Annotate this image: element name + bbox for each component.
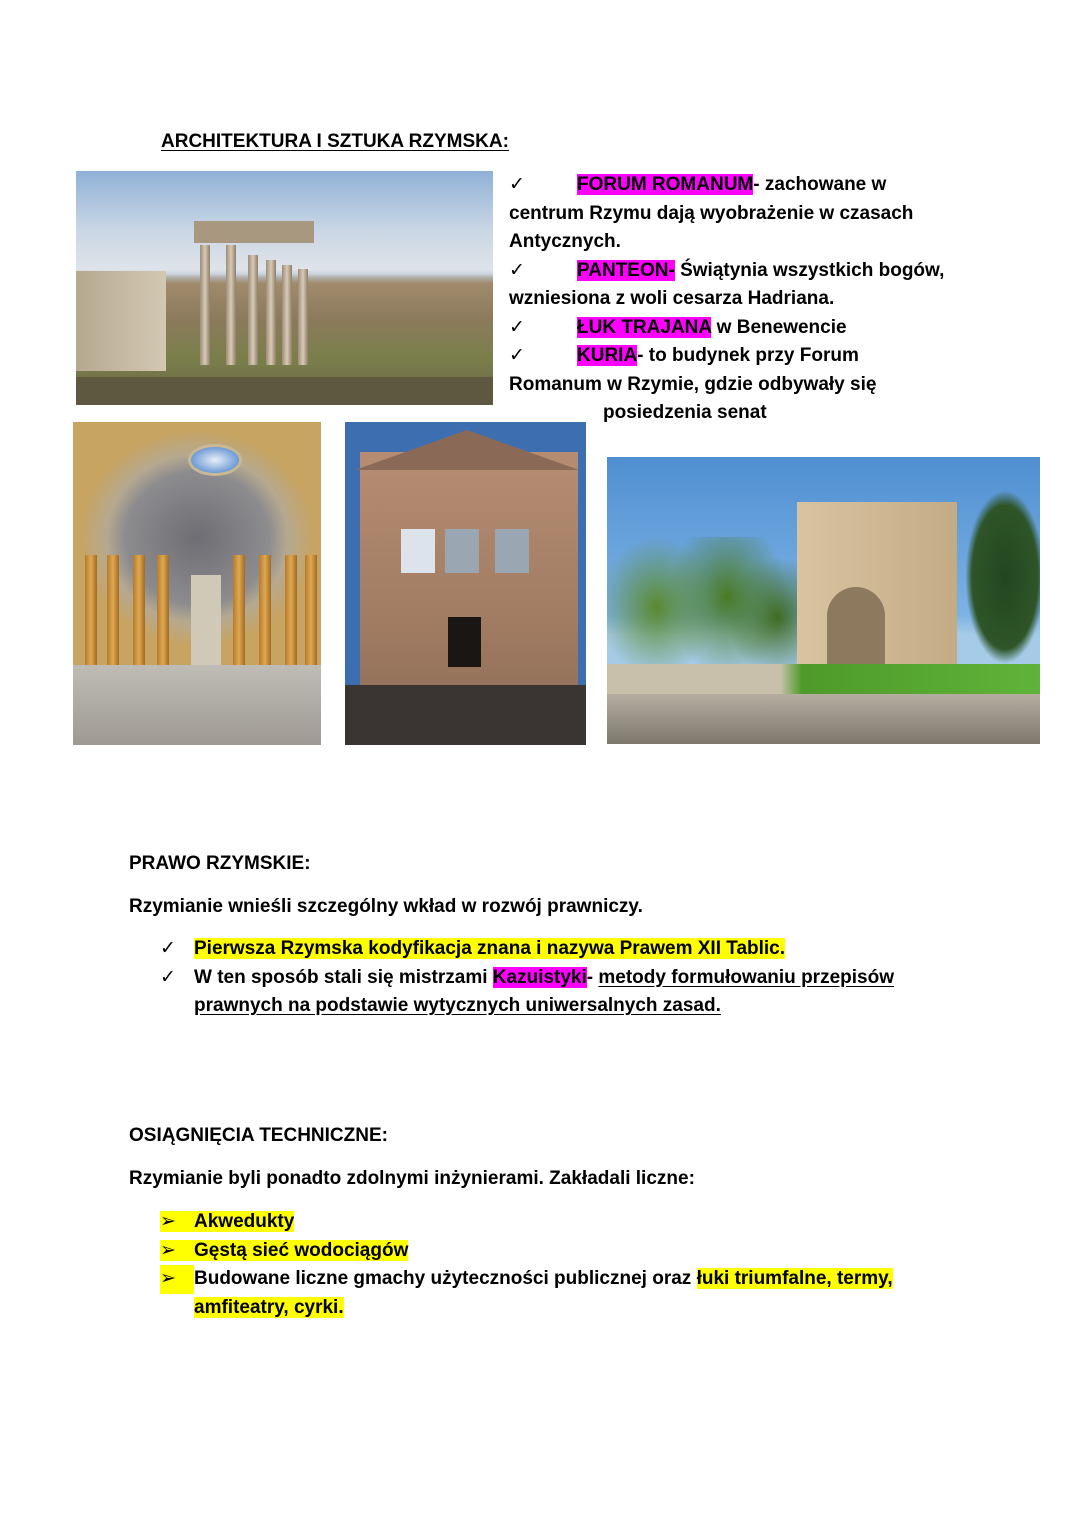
list-text: Antycznych. [509, 231, 621, 252]
highlight-kazuistyki: Kazuistyki [492, 966, 587, 988]
tech-item-2: ➢ Gęstą sieć wodociągów [160, 1237, 893, 1266]
arrow-bullet-icon: ➢ [160, 1239, 176, 1261]
architecture-list [509, 171, 944, 428]
luk-trajana-photo [607, 457, 1040, 744]
check-icon: ✓ [509, 259, 525, 281]
list-item-forum: ✓ FORUM ROMANUM- zachowane w [509, 171, 944, 200]
tech-intro: Rzymianie byli ponadto zdolnymi inżynierami. Zakładali liczne: [129, 1168, 695, 1189]
arrow-bullet-icon: ➢ [160, 1211, 176, 1232]
panteon-photo [73, 422, 321, 745]
list-item-luk-trajana: ✓ ŁUK TRAJANA w Benewencie [509, 314, 944, 343]
law-list [160, 935, 894, 1021]
list-item-kuria: ✓ KURIA- to budynek przy Forum [509, 342, 944, 371]
check-icon: ✓ [509, 174, 525, 195]
tech-item-3: ➢ Budowane liczne gmachy użyteczności publicznej oraz łuki triumfalne, termy, [160, 1265, 893, 1294]
check-icon: ✓ [509, 316, 525, 338]
architecture-heading: ARCHITEKTURA I SZTUKA RZYMSKA: [161, 131, 509, 152]
highlight-luk-trajana: ŁUK TRAJANA [577, 316, 712, 338]
list-text: posiedzenia senat [603, 402, 767, 423]
law-item-2-cont: prawnych na podstawie wytycznych uniwersalnych zasad. [194, 995, 721, 1016]
highlight-forum-romanum: FORUM ROMANUM [577, 174, 754, 195]
tech-item-3-cont: amfiteatry, cyrki. [194, 1296, 344, 1318]
tech-item-1: ➢ Akwedukty [160, 1208, 893, 1237]
tech-list [160, 1208, 893, 1322]
check-icon: ✓ [160, 938, 176, 959]
kuria-photo [345, 422, 586, 745]
list-text: Romanum w Rzymie, gdzie odbywały się [509, 373, 877, 395]
law-heading: PRAWO RZYMSKIE: [129, 853, 311, 874]
list-item-panteon: ✓ PANTEON- Świątynia wszystkich bogów, [509, 257, 944, 286]
check-icon: ✓ [160, 966, 176, 988]
law-item-2: ✓ W ten sposób stali się mistrzami Kazuistyki- metody formułowaniu przepisów [160, 964, 894, 993]
list-text: wzniesiona z woli cesarza Hadriana. [509, 288, 835, 309]
arrow-bullet-icon: ➢ [160, 1265, 194, 1294]
highlight-panteon: PANTEON- [577, 259, 675, 281]
tech-heading: OSIĄGNIĘCIA TECHNICZNE: [129, 1125, 388, 1146]
forum-romanum-photo [76, 171, 493, 405]
highlight-kuria: KURIA [577, 345, 638, 366]
law-intro: Rzymianie wnieśli szczególny wkład w rozwój prawniczy. [129, 896, 643, 917]
check-icon: ✓ [509, 345, 525, 366]
law-item-1: ✓ Pierwsza Rzymska kodyfikacja znana i nazywa Prawem XII Tablic. [160, 935, 894, 964]
list-text: centrum Rzymu dają wyobrażenie w czasach [509, 202, 914, 224]
